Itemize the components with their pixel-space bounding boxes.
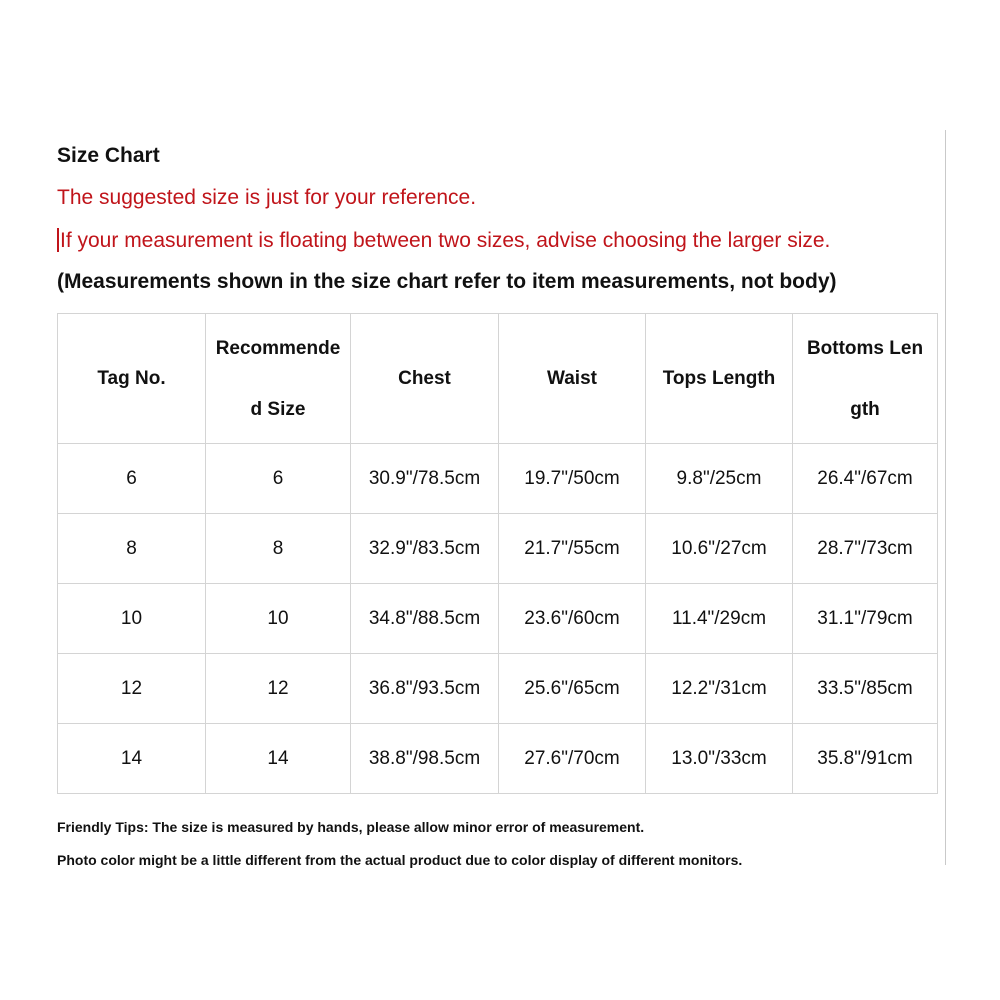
cell-tag-no: 12 xyxy=(58,654,206,724)
cell-bottoms-length: 28.7"/73cm xyxy=(793,514,938,584)
header-recommended-size-line2: d Size xyxy=(250,398,306,420)
cell-bottoms-length: 35.8"/91cm xyxy=(793,724,938,794)
photo-color-note: Photo color might be a little different from the actual product due to color display of different monitors. xyxy=(57,852,743,868)
cell-waist: 23.6"/60cm xyxy=(499,584,646,654)
reference-note: The suggested size is just for your reference. xyxy=(57,186,477,209)
text-cursor xyxy=(57,228,59,252)
cell-bottoms-length: 33.5"/85cm xyxy=(793,654,938,724)
cell-tag-no: 10 xyxy=(58,584,206,654)
cell-waist: 19.7"/50cm xyxy=(499,444,646,514)
header-recommended-size-line1: Recommende xyxy=(215,337,341,359)
header-chest: Chest xyxy=(351,314,499,444)
header-recommended-size xyxy=(206,314,351,444)
cell-bottoms-length: 26.4"/67cm xyxy=(793,444,938,514)
table-row xyxy=(58,514,938,584)
cell-recommended-size: 6 xyxy=(206,444,351,514)
table-row xyxy=(58,444,938,514)
header-tag-no: Tag No. xyxy=(58,314,206,444)
table-row xyxy=(58,584,938,654)
cell-recommended-size: 12 xyxy=(206,654,351,724)
cell-recommended-size: 14 xyxy=(206,724,351,794)
measurement-disclaimer: (Measurements shown in the size chart refer to item measurements, not body) xyxy=(57,270,837,293)
cell-tops-length: 10.6"/27cm xyxy=(646,514,793,584)
cell-tops-length: 13.0"/33cm xyxy=(646,724,793,794)
cell-tag-no: 6 xyxy=(58,444,206,514)
header-tops-length: Tops Length xyxy=(646,314,793,444)
cell-waist: 25.6"/65cm xyxy=(499,654,646,724)
cell-tops-length: 12.2"/31cm xyxy=(646,654,793,724)
cell-waist: 21.7"/55cm xyxy=(499,514,646,584)
page-divider xyxy=(945,130,946,865)
floating-size-note-text: If your measurement is floating between two sizes, advise choosing the larger size. xyxy=(60,229,831,252)
cell-waist: 27.6"/70cm xyxy=(499,724,646,794)
cell-chest: 32.9"/83.5cm xyxy=(351,514,499,584)
floating-size-note xyxy=(57,228,830,253)
cell-chest: 38.8"/98.5cm xyxy=(351,724,499,794)
page-title: Size Chart xyxy=(57,144,160,167)
cell-chest: 36.8"/93.5cm xyxy=(351,654,499,724)
cell-tops-length: 11.4"/29cm xyxy=(646,584,793,654)
header-bottoms-length xyxy=(793,314,938,444)
cell-chest: 34.8"/88.5cm xyxy=(351,584,499,654)
header-bottoms-length-line1: Bottoms Len xyxy=(806,337,924,359)
header-waist: Waist xyxy=(499,314,646,444)
table-header-row xyxy=(58,314,938,444)
cell-recommended-size: 10 xyxy=(206,584,351,654)
friendly-tips: Friendly Tips: The size is measured by hands, please allow minor error of measurement. xyxy=(57,819,645,835)
table-row xyxy=(58,654,938,724)
cell-tag-no: 8 xyxy=(58,514,206,584)
cell-recommended-size: 8 xyxy=(206,514,351,584)
size-table xyxy=(57,313,938,794)
cell-bottoms-length: 31.1"/79cm xyxy=(793,584,938,654)
table-row xyxy=(58,724,938,794)
cell-tag-no: 14 xyxy=(58,724,206,794)
header-bottoms-length-line2: gth xyxy=(850,398,880,420)
cell-tops-length: 9.8"/25cm xyxy=(646,444,793,514)
cell-chest: 30.9"/78.5cm xyxy=(351,444,499,514)
